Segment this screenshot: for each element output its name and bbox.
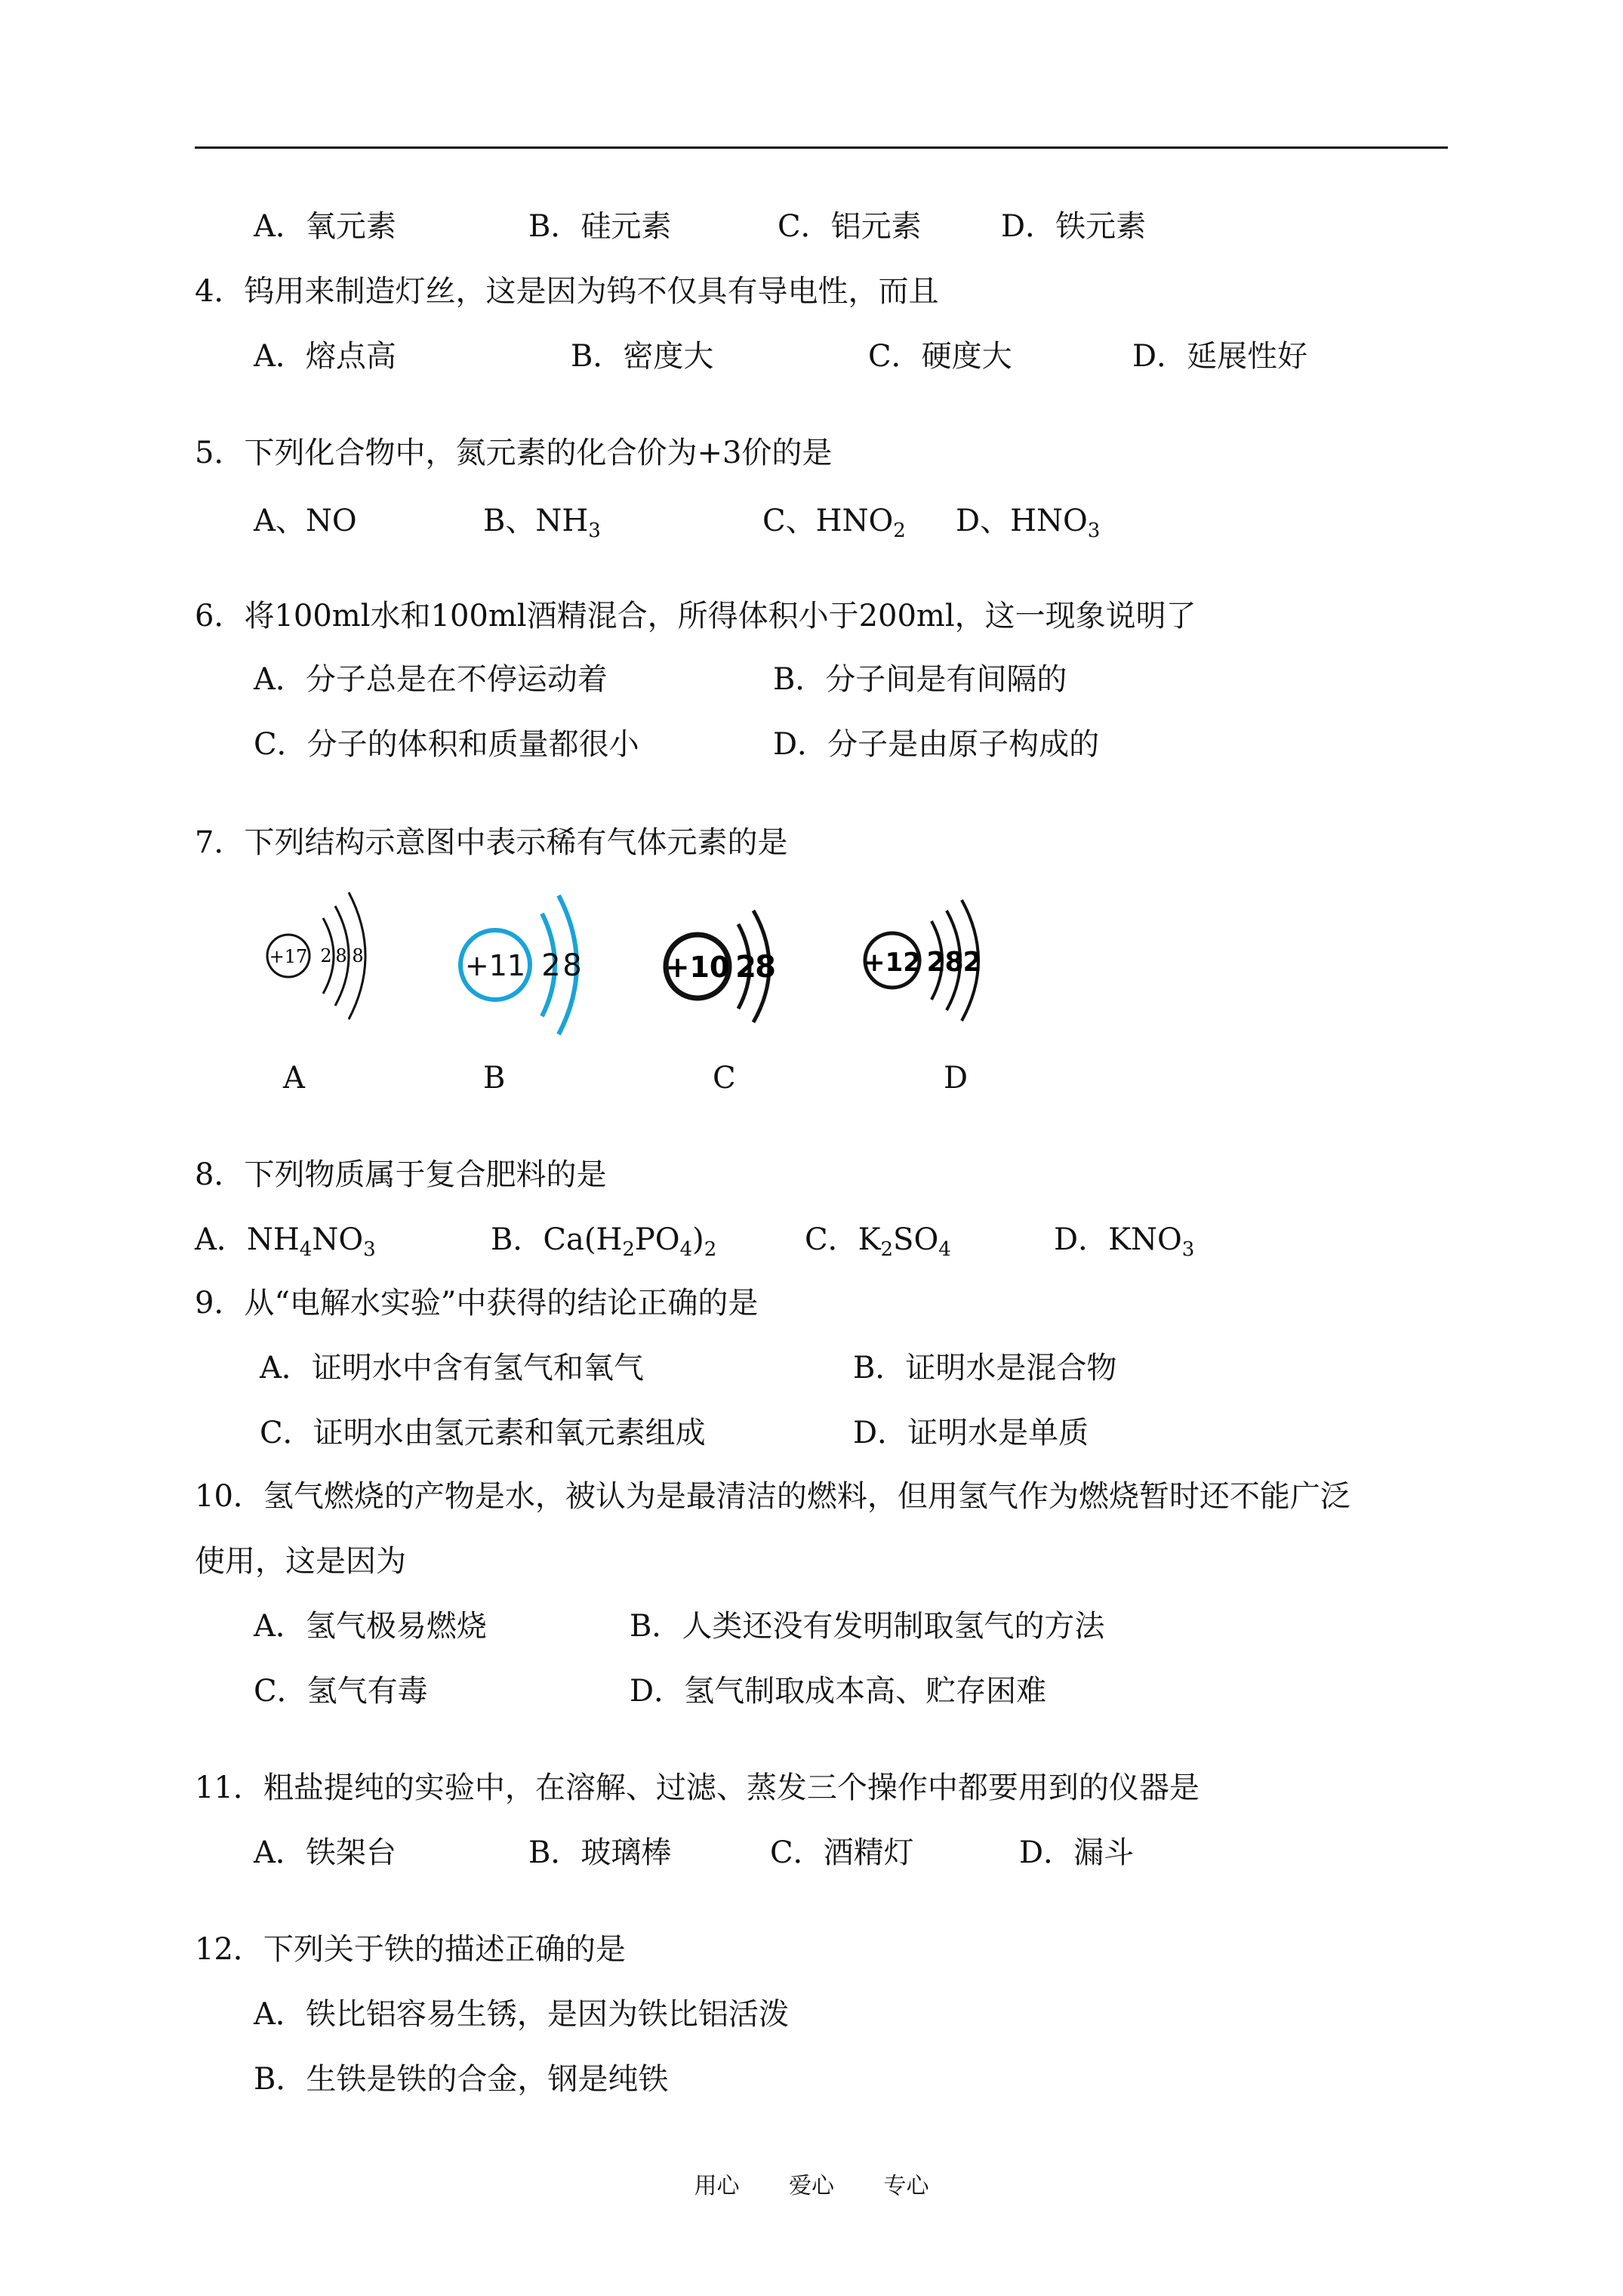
svg-text:+12: +12 (864, 948, 921, 978)
option-b[interactable]: B．密度大 (571, 339, 714, 374)
option-a[interactable]: A．铁比铝容易生锈，是因为铁比铝活泼 (254, 1997, 789, 2032)
atom-label-c: C (713, 1061, 736, 1096)
atom-label-b: B (483, 1061, 506, 1096)
svg-text:+10: +10 (665, 951, 730, 984)
option-a[interactable]: A．铁架台 (254, 1835, 396, 1870)
option-d[interactable]: D．分子是由原子构成的 (773, 727, 1100, 762)
option-a[interactable]: A．氧元素 (254, 209, 396, 244)
svg-text:2: 2 (735, 950, 756, 985)
atom-structure-c[interactable] (654, 898, 805, 1042)
svg-text:2: 2 (926, 947, 946, 978)
atom-structure-a[interactable] (257, 880, 393, 1031)
option-c[interactable]: C．酒精灯 (770, 1835, 914, 1870)
atom-label-a: A (283, 1061, 305, 1096)
question-stem-line-2: 使用，这是因为 (195, 1544, 406, 1579)
atom-structure-d[interactable] (861, 898, 1012, 1042)
footer-text: 专心 (883, 2173, 929, 2199)
option-d[interactable]: D、$HNO_3$ (956, 504, 1101, 542)
question-stem: 7．下列结构示意图中表示稀有气体元素的是 (195, 825, 788, 860)
svg-text:2: 2 (320, 945, 332, 966)
option-a[interactable]: A．证明水中含有氢气和氧气 (260, 1351, 644, 1385)
svg-text:8: 8 (755, 950, 776, 985)
question-stem: 4．钨用来制造灯丝，这是因为钨不仅具有导电性，而且 (195, 274, 939, 309)
option-b[interactable]: B．玻璃棒 (528, 1835, 672, 1870)
option-c[interactable]: C．证明水由氢元素和氧元素组成 (260, 1416, 706, 1450)
question-stem: 8．下列物质属于复合肥料的是 (195, 1157, 607, 1192)
option-b[interactable]: B、$NH_3$ (483, 504, 601, 542)
svg-text:+17: +17 (269, 946, 308, 967)
option-b[interactable]: B．证明水是混合物 (853, 1351, 1117, 1385)
question-stem-line-1: 10．氢气燃烧的产物是水，被认为是最清洁的燃料，但用氢气作为燃烧暂时还不能广泛 (195, 1479, 1350, 1514)
header-rule (195, 146, 1448, 149)
question-stem: 5．下列化合物中，氮元素的化合价为+3价的是 (195, 436, 833, 470)
option-b[interactable]: B．人类还没有发明制取氢气的方法 (630, 1609, 1105, 1644)
option-d[interactable]: D．$KNO_3$ (1054, 1222, 1195, 1261)
question-stem: 11．粗盐提纯的实验中，在溶解、过滤、蒸发三个操作中都要用到的仪器是 (195, 1771, 1200, 1805)
question-stem: 12．下列关于铁的描述正确的是 (195, 1932, 626, 1967)
option-d[interactable]: D．延展性好 (1132, 339, 1308, 374)
option-d[interactable]: D．铁元素 (1001, 209, 1147, 244)
option-b[interactable]: B．分子间是有间隔的 (773, 662, 1067, 697)
option-a[interactable]: A．分子总是在不停运动着 (254, 662, 608, 697)
svg-text:8: 8 (944, 947, 964, 978)
option-c[interactable]: C．铝元素 (778, 209, 922, 244)
question-stem: 6．将100ml水和100ml酒精混合，所得体积小于200ml，这一现象说明了 (195, 599, 1196, 633)
option-d[interactable]: D．漏斗 (1019, 1835, 1135, 1870)
page-footer (0, 2171, 1623, 2202)
option-a[interactable]: A．氢气极易燃烧 (254, 1609, 487, 1644)
option-a[interactable]: A．熔点高 (254, 339, 396, 374)
option-c[interactable]: C．分子的体积和质量都很小 (254, 727, 639, 762)
option-b[interactable]: B．生铁是铁的合金，钢是纯铁 (254, 2062, 669, 2097)
svg-text:2: 2 (541, 948, 561, 983)
option-c[interactable]: C．氢气有毒 (254, 1674, 428, 1709)
svg-text:8: 8 (352, 945, 364, 966)
atom-structure-b[interactable] (445, 880, 596, 1046)
option-c[interactable]: C．硬度大 (868, 339, 1012, 374)
atom-label-d: D (944, 1061, 969, 1096)
option-d[interactable]: D．证明水是单质 (853, 1416, 1089, 1450)
option-a[interactable]: A、NO (254, 504, 357, 538)
question-stem: 9．从“电解水实验”中获得的结论正确的是 (195, 1286, 759, 1321)
svg-text:+11: +11 (464, 949, 526, 982)
option-a[interactable]: A．$NH_4NO_3$ (195, 1222, 376, 1261)
option-d[interactable]: D．氢气制取成本高、贮存困难 (630, 1674, 1047, 1709)
option-c[interactable]: C、$HNO_2$ (762, 504, 906, 542)
footer-text: 爱心 (789, 2173, 834, 2199)
svg-text:2: 2 (962, 947, 982, 978)
svg-text:8: 8 (335, 945, 347, 966)
option-b[interactable]: B．$Ca(H_2PO_4)_2$ (491, 1222, 717, 1261)
svg-text:8: 8 (562, 948, 582, 983)
option-c[interactable]: C．$K_2SO_4$ (805, 1222, 951, 1261)
option-b[interactable]: B．硅元素 (528, 209, 672, 244)
footer-text: 用心 (694, 2173, 740, 2199)
